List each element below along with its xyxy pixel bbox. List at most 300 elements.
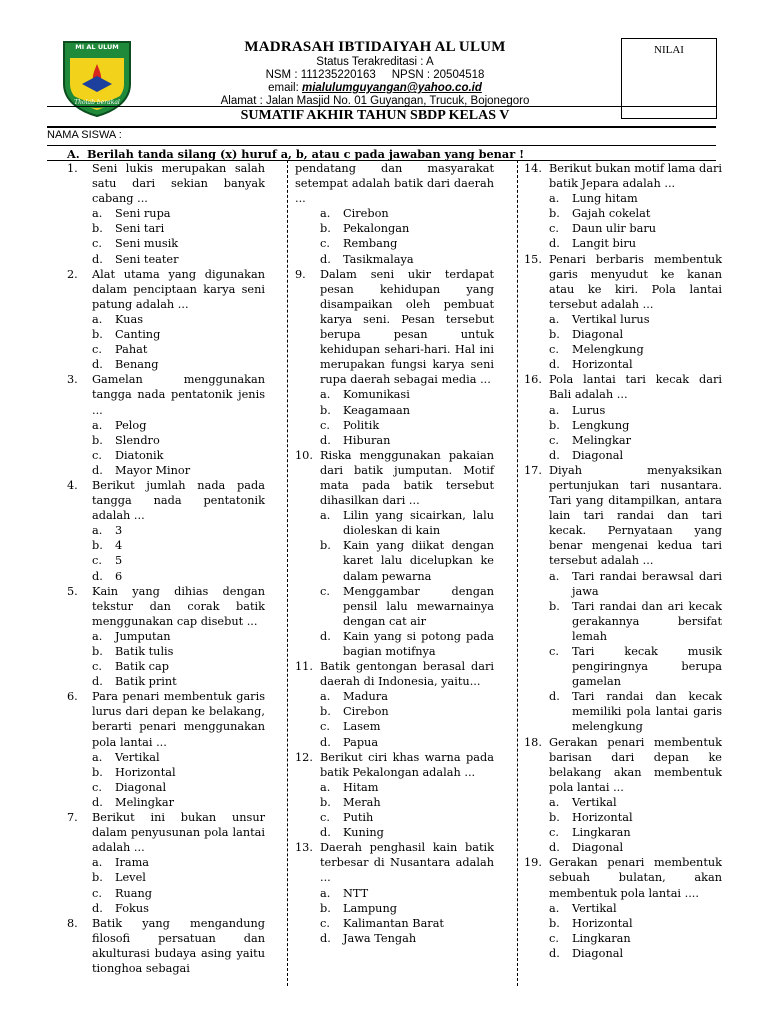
- option-text: Tari randai dan ari kecak gerakannya bersifat lemah: [572, 599, 722, 643]
- title-divider: [47, 126, 716, 128]
- question-text: Gerakan penari membentuk barisan dari depan ke belakang akan membentuk pola lantai ...: [549, 735, 722, 794]
- answer-option[interactable]: [67, 674, 265, 689]
- option-letter: d.: [549, 946, 560, 960]
- answer-option[interactable]: [295, 719, 494, 734]
- answer-option[interactable]: [67, 538, 265, 553]
- question: [524, 252, 722, 312]
- option-text: 3: [115, 524, 123, 538]
- option-text: Kalimantan Barat: [343, 916, 444, 930]
- option-text: Cirebon: [343, 705, 389, 719]
- option-letter: c.: [549, 343, 559, 357]
- option-text: Lingkaran: [572, 931, 631, 945]
- option-letter: c.: [92, 237, 102, 251]
- answer-option[interactable]: [295, 584, 494, 629]
- option-text: Putih: [343, 811, 374, 825]
- option-letter: b.: [320, 403, 331, 417]
- option-letter: a.: [92, 524, 103, 538]
- answer-option[interactable]: [524, 327, 722, 342]
- answer-option[interactable]: [295, 433, 494, 448]
- score-label: NILAI: [654, 44, 684, 56]
- option-text: Batik print: [115, 675, 177, 689]
- option-text: Batik tulis: [115, 645, 174, 658]
- answer-option[interactable]: [524, 916, 722, 931]
- question-item: [67, 161, 265, 267]
- question-text: Pola lantai tari kecak dari Bali adalah ...: [549, 373, 722, 402]
- option-text: 6: [115, 569, 123, 583]
- student-name-label: NAMA SISWA :: [47, 129, 122, 141]
- option-text: Batik cap: [115, 660, 169, 674]
- option-letter: b.: [320, 795, 331, 809]
- option-letter: c.: [92, 886, 102, 900]
- option-letter: d.: [549, 841, 560, 855]
- question: [524, 855, 722, 900]
- option-text: Lilin yang sicairkan, lalu dioleskan di kain: [343, 509, 494, 538]
- answer-option[interactable]: [295, 403, 494, 418]
- answer-option[interactable]: [524, 236, 722, 251]
- question-number: 2.: [67, 267, 78, 281]
- answer-option[interactable]: [524, 221, 722, 236]
- option-letter: c.: [320, 916, 330, 930]
- question-text: Seni lukis merupakan salah satu dari sekian banyak cabang ...: [92, 162, 265, 206]
- option-letter: b.: [320, 705, 331, 719]
- question-number: 5.: [67, 584, 78, 598]
- question: [67, 372, 265, 417]
- answer-option[interactable]: [67, 569, 265, 584]
- question-text: Alat utama yang digunakan dalam penciptaan karya seni patung adalah ...: [92, 267, 265, 311]
- option-letter: d.: [92, 675, 103, 689]
- question: [67, 584, 265, 629]
- answer-option[interactable]: [295, 236, 494, 251]
- option-letter: c.: [549, 222, 559, 236]
- answer-option[interactable]: [295, 221, 494, 236]
- option-text: Diagonal: [572, 448, 624, 462]
- question-column-1: [67, 161, 265, 976]
- question: [67, 916, 265, 976]
- option-text: Vertikal: [572, 795, 617, 809]
- question-number: 19.: [524, 856, 542, 870]
- option-text: Seni rupa: [115, 207, 171, 221]
- question-column-3: [524, 161, 722, 961]
- exam-title: SUMATIF AKHIR TAHUN SBDP KELAS V: [240, 108, 510, 123]
- question-item: [524, 252, 722, 373]
- answer-option[interactable]: [67, 855, 265, 870]
- answer-option[interactable]: [524, 825, 722, 840]
- option-letter: d.: [92, 795, 103, 809]
- option-letter: c.: [320, 811, 330, 825]
- accreditation-status: Status Terakreditasi : A: [316, 56, 434, 68]
- header-divider: [47, 106, 716, 107]
- question: [67, 161, 265, 206]
- question-text: Para penari membentuk garis lurus dari depan ke belakang, berarti penari menggunakan pola lantai ...: [92, 690, 265, 749]
- email-address[interactable]: mialulumguyangan@yahoo.co.id: [301, 82, 482, 94]
- option-letter: b.: [549, 599, 560, 613]
- answer-option[interactable]: [67, 252, 265, 267]
- question: [67, 478, 265, 523]
- question: [295, 840, 494, 885]
- question-text: Gerakan penari membentuk sebuah bulatan, akan membentuk pola lantai ....: [549, 856, 722, 900]
- answer-option[interactable]: [295, 901, 494, 916]
- answer-option[interactable]: [295, 886, 494, 901]
- question: [67, 267, 265, 312]
- logo-top-text: MI AL ULUM: [75, 43, 119, 51]
- question-item: [67, 689, 265, 810]
- option-text: Pelog: [115, 418, 147, 432]
- option-text: Diagonal: [572, 841, 624, 855]
- option-text: Diagonal: [572, 328, 624, 342]
- question-text: Gamelan menggunakan tangga nada pentatonik jenis ...: [92, 373, 265, 417]
- question: [295, 267, 494, 388]
- option-letter: d.: [92, 901, 103, 915]
- option-text: Slendro: [115, 433, 160, 447]
- option-text: Fokus: [115, 901, 149, 915]
- answer-option[interactable]: [67, 342, 265, 357]
- option-letter: c.: [320, 237, 330, 251]
- option-text: Lung hitam: [572, 192, 638, 206]
- question-item: [524, 463, 722, 735]
- option-text: Jumputan: [115, 629, 171, 643]
- option-text: Diatonik: [115, 448, 164, 462]
- question: [524, 463, 722, 569]
- option-text: Kain yang si potong pada bagian motifnya: [343, 629, 494, 658]
- answer-option[interactable]: [67, 448, 265, 463]
- question-number: 15.: [524, 252, 542, 266]
- answer-option[interactable]: [524, 810, 722, 825]
- question-number: 18.: [524, 735, 542, 749]
- question-number: 11.: [295, 660, 313, 674]
- option-text: Gajah cokelat: [572, 207, 651, 221]
- option-letter: b.: [92, 328, 103, 342]
- option-letter: a.: [320, 780, 331, 794]
- option-letter: a.: [549, 901, 560, 915]
- answer-option[interactable]: [524, 191, 722, 206]
- answer-option[interactable]: [524, 206, 722, 221]
- answer-option[interactable]: [67, 765, 265, 780]
- option-letter: a.: [320, 509, 331, 523]
- question-item: [295, 840, 494, 946]
- question-item: [295, 659, 494, 750]
- option-text: Vertikal: [115, 750, 160, 764]
- question-item: [295, 161, 494, 267]
- answer-option[interactable]: [524, 644, 722, 689]
- question-text: Batik yang mengandung filosofi persatuan dan akulturasi budaya asing yaitu tionghoa sebagai: [92, 916, 265, 975]
- option-text: Mayor Minor: [115, 463, 191, 477]
- option-text: Kuning: [343, 826, 384, 840]
- answer-option[interactable]: [295, 735, 494, 750]
- option-text: NTT: [343, 886, 369, 900]
- option-text: Horizontal: [115, 765, 176, 779]
- option-letter: a.: [549, 312, 560, 326]
- question-text: Batik gentongan berasal dari daerah di Indonesia, yaitu...: [320, 660, 494, 689]
- answer-option[interactable]: [295, 810, 494, 825]
- option-letter: a.: [92, 312, 103, 326]
- answer-option[interactable]: [524, 795, 722, 810]
- answer-option[interactable]: [67, 870, 265, 885]
- answer-option[interactable]: [67, 357, 265, 372]
- question: [524, 161, 722, 191]
- option-text: Level: [115, 871, 146, 885]
- option-letter: c.: [549, 931, 559, 945]
- option-letter: d.: [92, 358, 103, 372]
- answer-option[interactable]: [524, 357, 722, 372]
- answer-option[interactable]: [67, 886, 265, 901]
- option-text: Melengkung: [572, 343, 644, 357]
- option-text: Ruang: [115, 886, 153, 900]
- answer-option[interactable]: [295, 916, 494, 931]
- option-text: Langit biru: [572, 237, 637, 251]
- answer-option[interactable]: [295, 825, 494, 840]
- option-letter: d.: [320, 826, 331, 840]
- answer-option[interactable]: [67, 221, 265, 236]
- option-text: Diagonal: [572, 946, 624, 960]
- answer-option[interactable]: [524, 342, 722, 357]
- question-number: 7.: [67, 811, 78, 825]
- option-letter: c.: [320, 720, 330, 734]
- option-letter: b.: [549, 328, 560, 342]
- option-letter: c.: [92, 554, 102, 568]
- option-letter: c.: [320, 418, 330, 432]
- option-letter: b.: [92, 645, 103, 658]
- option-text: Horizontal: [572, 916, 633, 930]
- answer-option[interactable]: [524, 689, 722, 734]
- answer-option[interactable]: [67, 433, 265, 448]
- answer-option[interactable]: [524, 599, 722, 644]
- option-letter: a.: [320, 388, 331, 402]
- option-text: Lampung: [343, 901, 397, 915]
- option-text: Komunikasi: [343, 388, 410, 402]
- option-text: Irama: [115, 856, 150, 870]
- option-text: Tari kecak musik pengiringnya berupa gamelan: [572, 645, 722, 689]
- email-line: [140, 82, 610, 95]
- answer-option[interactable]: [524, 403, 722, 418]
- option-letter: b.: [92, 433, 103, 447]
- option-text: Politik: [343, 418, 380, 432]
- option-letter: a.: [92, 207, 103, 221]
- answer-option[interactable]: [67, 206, 265, 221]
- answer-option[interactable]: [295, 538, 494, 583]
- answer-option[interactable]: [524, 901, 722, 916]
- answer-option[interactable]: [295, 418, 494, 433]
- option-text: Daun ulir baru: [572, 222, 657, 236]
- option-letter: a.: [92, 629, 103, 643]
- answer-option[interactable]: [295, 704, 494, 719]
- option-text: 5: [115, 554, 123, 568]
- option-letter: c.: [92, 448, 102, 462]
- column-divider: [287, 160, 288, 986]
- option-text: Kuas: [115, 312, 143, 326]
- option-letter: a.: [92, 856, 103, 870]
- option-letter: c.: [92, 780, 102, 794]
- column-divider: [517, 160, 518, 986]
- answer-option[interactable]: [67, 523, 265, 538]
- question-item: [67, 267, 265, 373]
- answer-option[interactable]: [67, 629, 265, 644]
- answer-option[interactable]: [524, 433, 722, 448]
- option-letter: b.: [549, 207, 560, 221]
- instruction-text: Berilah tanda silang (x) huruf a, b, atau c pada jawaban yang benar !: [87, 147, 525, 161]
- answer-option[interactable]: [524, 946, 722, 961]
- option-letter: d.: [320, 629, 331, 643]
- question-number: 6.: [67, 690, 78, 704]
- answer-option[interactable]: [295, 387, 494, 402]
- option-text: Seni musik: [115, 237, 179, 251]
- answer-option[interactable]: [67, 659, 265, 674]
- question-item: [295, 448, 494, 659]
- question-item: [67, 584, 265, 690]
- answer-option[interactable]: [67, 553, 265, 568]
- option-text: Kain yang diikat dengan karet lalu dicelupkan ke dalam pewarna: [343, 539, 494, 583]
- question: [295, 750, 494, 780]
- option-text: Diagonal: [115, 780, 167, 794]
- school-header: [140, 38, 610, 108]
- answer-option[interactable]: [524, 840, 722, 855]
- option-letter: a.: [92, 418, 103, 432]
- instruction: [67, 147, 524, 161]
- question-text: Berikut jumlah nada pada tangga nada pentatonik adalah ...: [92, 478, 265, 523]
- option-letter: c.: [92, 343, 102, 357]
- option-text: Seni tari: [115, 222, 165, 236]
- option-text: Horizontal: [572, 358, 633, 372]
- option-letter: a.: [92, 750, 103, 764]
- option-letter: d.: [320, 252, 331, 266]
- question: [524, 735, 722, 795]
- answer-option[interactable]: [67, 750, 265, 765]
- question-number: 8.: [67, 916, 78, 930]
- answer-option[interactable]: [524, 569, 722, 599]
- answer-option[interactable]: [295, 795, 494, 810]
- option-text: Benang: [115, 358, 159, 372]
- option-letter: c.: [92, 660, 102, 674]
- email-label: email:: [268, 82, 302, 94]
- question-number: 12.: [295, 750, 313, 764]
- answer-option[interactable]: [67, 463, 265, 478]
- answer-option[interactable]: [67, 780, 265, 795]
- option-text: Pekalongan: [343, 222, 410, 236]
- option-letter: d.: [92, 463, 103, 477]
- option-letter: b.: [549, 811, 560, 825]
- option-letter: c.: [549, 826, 559, 840]
- question-number: 4.: [67, 478, 78, 492]
- question-text: Berikut bukan motif lama dari batik Jepara adalah ...: [549, 162, 723, 191]
- answer-option[interactable]: [295, 508, 494, 538]
- option-letter: d.: [320, 931, 331, 945]
- logo-bottom-text: Tholab berakal: [74, 99, 120, 106]
- question-number: 10.: [295, 448, 313, 462]
- question-item: [524, 372, 722, 463]
- option-text: Tari randai dan kecak memiliki pola lantai garis melengkung: [572, 690, 722, 734]
- question-item: [67, 810, 265, 916]
- question-text: Daerah penghasil kain batik terbesar di Nusantara adalah ...: [320, 841, 494, 885]
- option-letter: a.: [549, 569, 560, 583]
- option-letter: b.: [320, 222, 331, 236]
- option-text: 4: [115, 539, 123, 553]
- question-item: [295, 750, 494, 841]
- answer-option[interactable]: [295, 780, 494, 795]
- nsm-npsn: NSM : 111235220163 NPSN : 20504518: [265, 69, 485, 81]
- option-letter: b.: [549, 418, 560, 432]
- question: [524, 372, 722, 402]
- option-letter: d.: [549, 690, 560, 704]
- answer-option[interactable]: [67, 795, 265, 810]
- school-name: MADRASAH IBTIDAIYAH AL ULUM: [244, 39, 506, 55]
- answer-option[interactable]: [295, 629, 494, 659]
- question-text: Kain yang dihias dengan tekstur dan corak batik menggunakan cap disebut ...: [92, 584, 265, 628]
- name-divider: [47, 145, 716, 146]
- option-text: Lengkung: [572, 418, 630, 432]
- option-letter: a.: [549, 403, 560, 417]
- question-number: 13.: [295, 841, 313, 855]
- question-number: 14.: [524, 162, 542, 175]
- question-number: 1.: [67, 162, 78, 175]
- answer-option[interactable]: [295, 206, 494, 221]
- option-text: Horizontal: [572, 811, 633, 825]
- option-letter: d.: [549, 448, 560, 462]
- option-text: Canting: [115, 328, 161, 342]
- option-text: Lurus: [572, 403, 606, 417]
- question-text-continued: pendatang dan masyarakat setempat adalah batik dari daerah ...: [295, 162, 494, 206]
- question: [67, 689, 265, 749]
- instruction-letter: A.: [67, 147, 80, 161]
- question-text: Penari berbaris membentuk garis menyudut ke kanan atau ke kiri. Pola lantai tersebut adalah ...: [549, 252, 722, 311]
- question-item: [67, 478, 265, 584]
- option-text: Tari randai berawsal dari jawa: [572, 569, 722, 598]
- answer-option[interactable]: [67, 236, 265, 251]
- answer-option[interactable]: [295, 931, 494, 946]
- option-letter: d.: [320, 735, 331, 749]
- answer-option[interactable]: [524, 931, 722, 946]
- answer-option[interactable]: [524, 418, 722, 433]
- answer-option[interactable]: [295, 689, 494, 704]
- question-text: Dalam seni ukir terdapat pesan kehidupan yang disampaikan oleh pembuat karya seni. Pesan tersebut berupa pesan untuk kehidupan sehari-hari. Hal ini merupakan fungsi karya seni rupa daerah sebagai media ...: [320, 267, 494, 387]
- answer-option[interactable]: [295, 252, 494, 267]
- answer-option[interactable]: [67, 327, 265, 342]
- option-letter: a.: [549, 795, 560, 809]
- option-text: Jawa Tengah: [343, 931, 417, 945]
- option-letter: b.: [320, 901, 331, 915]
- question-number: 3.: [67, 373, 78, 387]
- question-item: [67, 916, 265, 976]
- option-text: Keagamaan: [343, 403, 410, 417]
- option-letter: b.: [92, 539, 103, 553]
- option-letter: c.: [549, 433, 559, 447]
- option-letter: b.: [92, 871, 103, 885]
- option-letter: a.: [320, 886, 331, 900]
- option-letter: c.: [320, 584, 330, 598]
- option-text: Tasikmalaya: [343, 252, 414, 266]
- question-item: [295, 267, 494, 448]
- option-letter: b.: [92, 765, 103, 779]
- option-text: Rembang: [343, 237, 398, 251]
- answer-option[interactable]: [524, 312, 722, 327]
- option-text: Melingkar: [572, 433, 631, 447]
- question-number: 9.: [295, 267, 306, 281]
- answer-option[interactable]: [67, 312, 265, 327]
- option-text: Merah: [343, 795, 381, 809]
- question-number: 16.: [524, 373, 542, 387]
- answer-option[interactable]: [524, 448, 722, 463]
- question-item: [524, 735, 722, 856]
- option-letter: a.: [320, 690, 331, 704]
- question-column-2: [295, 161, 494, 946]
- answer-option[interactable]: [67, 644, 265, 659]
- question: [295, 659, 494, 689]
- option-letter: b.: [320, 539, 331, 553]
- option-text: Lingkaran: [572, 826, 631, 840]
- option-text: Vertikal lurus: [572, 312, 650, 326]
- answer-option[interactable]: [67, 901, 265, 916]
- option-letter: a.: [320, 207, 331, 221]
- question-item: [524, 855, 722, 961]
- answer-option[interactable]: [67, 418, 265, 433]
